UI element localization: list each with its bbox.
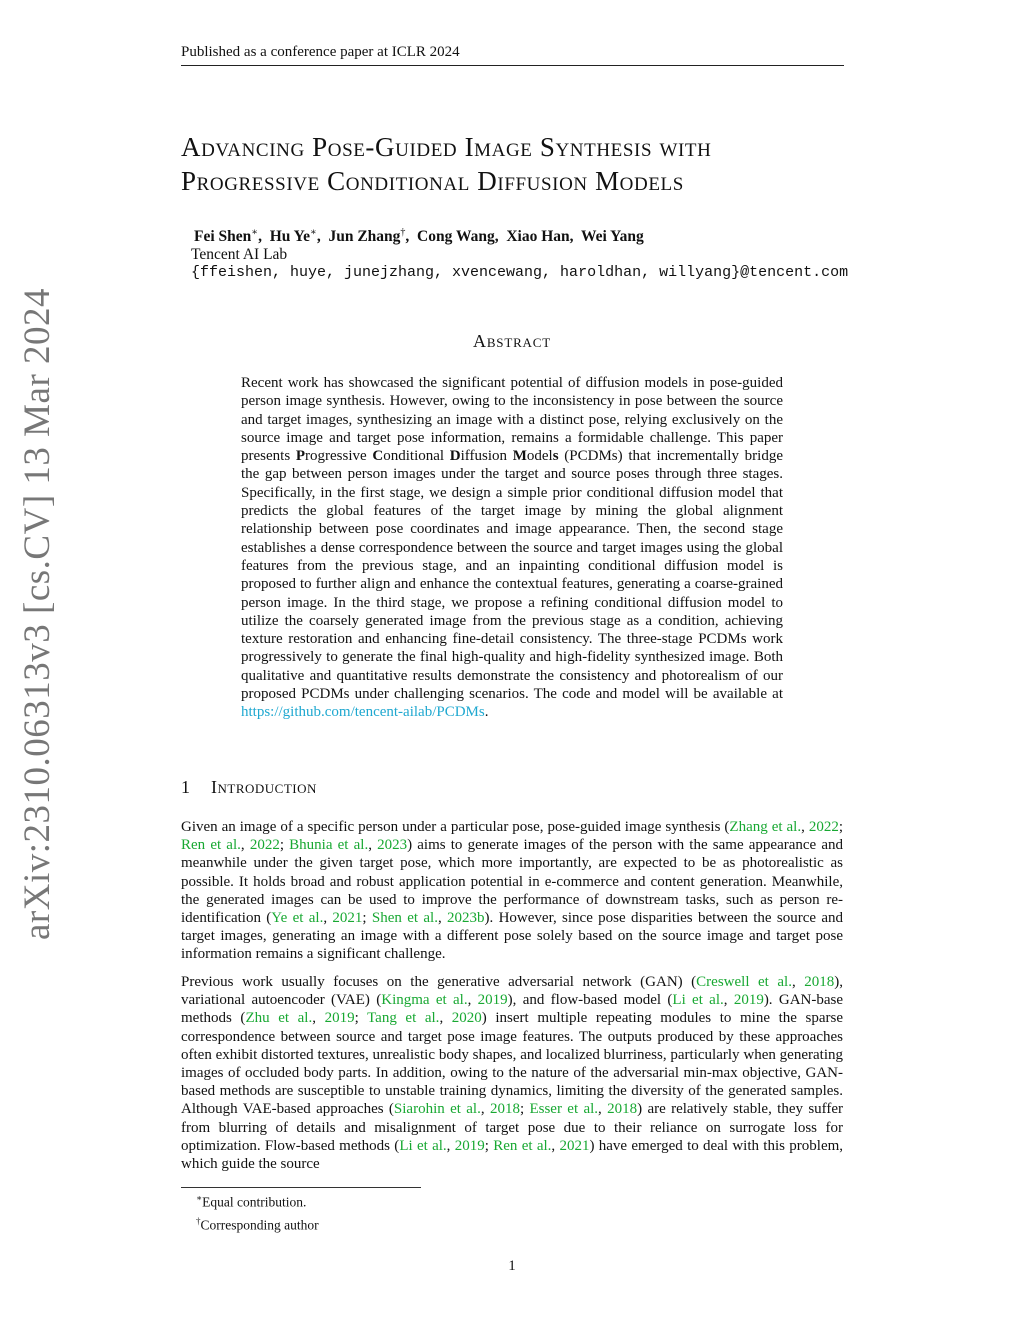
footnote-equal-contribution: ∗Equal contribution. (196, 1193, 307, 1210)
paragraph-text: , (240, 837, 250, 854)
paragraph-text: Given an image of a specific person under a particular pose, pose-guided image synthesis ( (181, 819, 730, 835)
citation-link[interactable]: 2023 (377, 837, 408, 854)
citation-link[interactable]: Kingma et al. (381, 992, 468, 1009)
paragraph-text: ; (838, 819, 843, 835)
paragraph-text: , (437, 910, 448, 927)
author-list: Fei Shen∗, Hu Ye∗, Jun Zhang†, Cong Wang, Xiao Han, Wei Yang (194, 227, 644, 246)
paragraph-text: , (446, 1137, 455, 1154)
citation-link[interactable]: 2018 (804, 974, 835, 990)
citation-link[interactable]: 2021 (332, 910, 363, 927)
abstract-heading: Abstract (473, 331, 551, 351)
paragraph-text: , (791, 974, 805, 990)
author-name: Jun Zhang (328, 228, 401, 246)
paragraph-text: ; (362, 910, 372, 927)
paragraph-text: , (312, 1010, 325, 1027)
intro-paragraph-1 (181, 818, 843, 964)
paragraph-text: ). However, since pose disparities between the source and target images, generating an image with a different pose solely based on the source image and target pose information remains a significant challenge. (181, 910, 844, 963)
paragraph-text: ; (519, 1101, 530, 1118)
citation-link[interactable]: Zhang et al. (729, 819, 802, 835)
section-heading-introduction (181, 777, 317, 798)
paragraph-text: ) have emerged to deal with this problem, which guide the source (181, 1137, 844, 1173)
author-name: Fei Shen (194, 228, 252, 246)
paragraph-text: ; (279, 837, 290, 854)
abstract-text: Recent work has showcased the significant potential of diffusion models in pose-guided person image synthesis. However, owing to the inconsistency in pose between the source and target images, synthesizing an image with a distinct pose, relying exclusively on the source image and target pose information, remains a formidable challenge. This paper presents Progressive Conditional Diffusion Models (PCDMs) that incrementally bridge the gap between person images under the target and source poses through three stages. Specifically, in the first stage, we design a simple prior conditional diffusion model that predicts the global features of the target image by mining the global alignment relationship between pose coordinates and image appearance. Then, the second stage establishes a dense correspondence between the source and target images using the global features from the previous stage, and an inpainting conditional diffusion model is proposed to further align and enhance the contextual features, generating a coarse-grained person image. In the third stage, we propose a refining conditional diffusion model to utilize the coarsely generated image from the previous stage as a condition, achieving texture restoration and enhancing fine-detail consistency. The three-stage PCDMs work progressively to generate the final high-quality and high-fidelity synthesized image. Both qualitative and quantitative results demonstrate the consistency and photorealism of our proposed PCDMs under challenging scenarios. The code and model will be available at https://github.com/tencent-ailab/PCDMs. (241, 375, 783, 721)
citation-link[interactable]: Zhu et al. (245, 1010, 313, 1027)
citation-link[interactable]: 2022 (808, 819, 839, 835)
paragraph-text: ) are relatively stable, they suffer from blurring of details and misalignment of target pose due to their reliance on surrogate loss for optimization. Flow-based methods ( (181, 1101, 844, 1154)
citation-link[interactable]: 2018 (607, 1101, 638, 1118)
citation-link[interactable]: Esser et al. (529, 1101, 599, 1118)
paragraph-text: , (368, 837, 378, 854)
citation-link[interactable]: Tang et al. (367, 1010, 440, 1027)
paragraph-text: ) aims to generate images of the person with the same appearance and meanwhile under the given target pose, which more importantly, are expected to be as photorealistic as possible. It holds broad and robust application potential in e-commerce and content generation. Meanwhile, the generated images can be used to improve the performance of downstream tasks, such as person re-identification ( (181, 837, 844, 927)
paragraph-text: , (467, 992, 478, 1009)
citation-link[interactable]: Creswell et al. (696, 974, 792, 990)
title-line-1: Advancing Pose-Guided Image Synthesis with (181, 132, 712, 162)
citation-link[interactable]: 2023b (447, 910, 485, 927)
citation-link[interactable]: Li et al. (399, 1137, 447, 1154)
citation-link[interactable]: Ren et al. (493, 1137, 552, 1154)
citation-link[interactable]: Ren et al. (181, 837, 241, 854)
citation-link[interactable]: 2019 (324, 1010, 355, 1027)
affiliation: Tencent AI Lab (191, 246, 288, 263)
author-name: Xiao Han (506, 228, 570, 246)
paragraph-text: ). GAN-base methods ( (181, 992, 844, 1027)
paragraph-text: , (551, 1137, 560, 1154)
author-name: Hu Ye (269, 228, 311, 246)
paragraph-text: ), variational autoencoder (VAE) ( (181, 974, 843, 1009)
paper-title (181, 130, 881, 198)
title-line-2: Progressive Conditional Diffusion Models (181, 166, 684, 196)
footnotes (196, 1189, 319, 1234)
paragraph-text: ; (484, 1137, 494, 1154)
citation-link[interactable]: 2021 (559, 1137, 590, 1154)
arxiv-watermark: arXiv:2310.06313v3 [cs.CV] 13 Mar 2024 (17, 287, 58, 940)
intro-paragraph-2 (181, 973, 843, 1173)
paragraph-text: ) insert multiple repeating modules to mine the sparse correspondence between source and target pose image features. The outputs produced by these approaches often exhibit distorted textures, unrealistic body shapes, and localized blurriness, particularly when generating images of occluded body parts. In addition, owing to the nature of the adversarial min-max objective, GAN-based methods are susceptible to unstable training dynamics, limiting the diversity of the generated samples. Although VAE-based approaches ( (181, 1010, 844, 1118)
citation-link[interactable]: 2022 (249, 837, 280, 854)
author-mark: † (400, 227, 406, 238)
citation-link[interactable]: Shen et al. (371, 910, 438, 927)
paragraph-text: ; (354, 1010, 368, 1027)
page-number: 1 (508, 1258, 516, 1274)
paragraph-text: Previous work usually focuses on the generative adversarial network (GAN) ( (181, 974, 697, 990)
paragraph-text: , (598, 1101, 608, 1118)
citation-link[interactable]: Li et al. (672, 992, 724, 1009)
paragraph-text: , (480, 1101, 490, 1118)
citation-link[interactable]: 2019 (454, 1137, 485, 1154)
citation-link[interactable]: Ye et al. (271, 910, 324, 927)
citation-link[interactable]: Siarohin et al. (393, 1101, 481, 1118)
citation-link[interactable]: 2020 (451, 1010, 482, 1027)
citation-link[interactable]: 2018 (489, 1101, 520, 1118)
section-number: 1 (181, 777, 191, 797)
author-name: Wei Yang (581, 228, 644, 246)
footnote-rule (181, 1187, 421, 1188)
citation-link[interactable]: 2019 (477, 992, 508, 1009)
paragraph-text: , (801, 819, 809, 835)
author-name: Cong Wang (417, 228, 495, 246)
citation-link[interactable]: 2019 (733, 992, 764, 1009)
section-title: Introduction (211, 777, 317, 797)
paragraph-text: ), and flow-based model ( (507, 992, 673, 1009)
paragraph-text: , (723, 992, 734, 1009)
paragraph-text: , (439, 1010, 452, 1027)
code-link[interactable]: https://github.com/tencent-ailab/PCDMs (241, 704, 485, 721)
paragraph-text: , (323, 910, 333, 927)
author-emails: {ffeishen, huye, junejzhang, xvencewang, haroldhan, willyang}@tencent.com (191, 264, 849, 281)
author-mark: ∗ (310, 227, 317, 238)
running-header: Published as a conference paper at ICLR 2024 (181, 44, 844, 66)
author-mark: ∗ (251, 227, 259, 238)
footnote-corresponding-author: †Corresponding author (196, 1215, 319, 1232)
citation-link[interactable]: Bhunia et al. (289, 837, 369, 854)
